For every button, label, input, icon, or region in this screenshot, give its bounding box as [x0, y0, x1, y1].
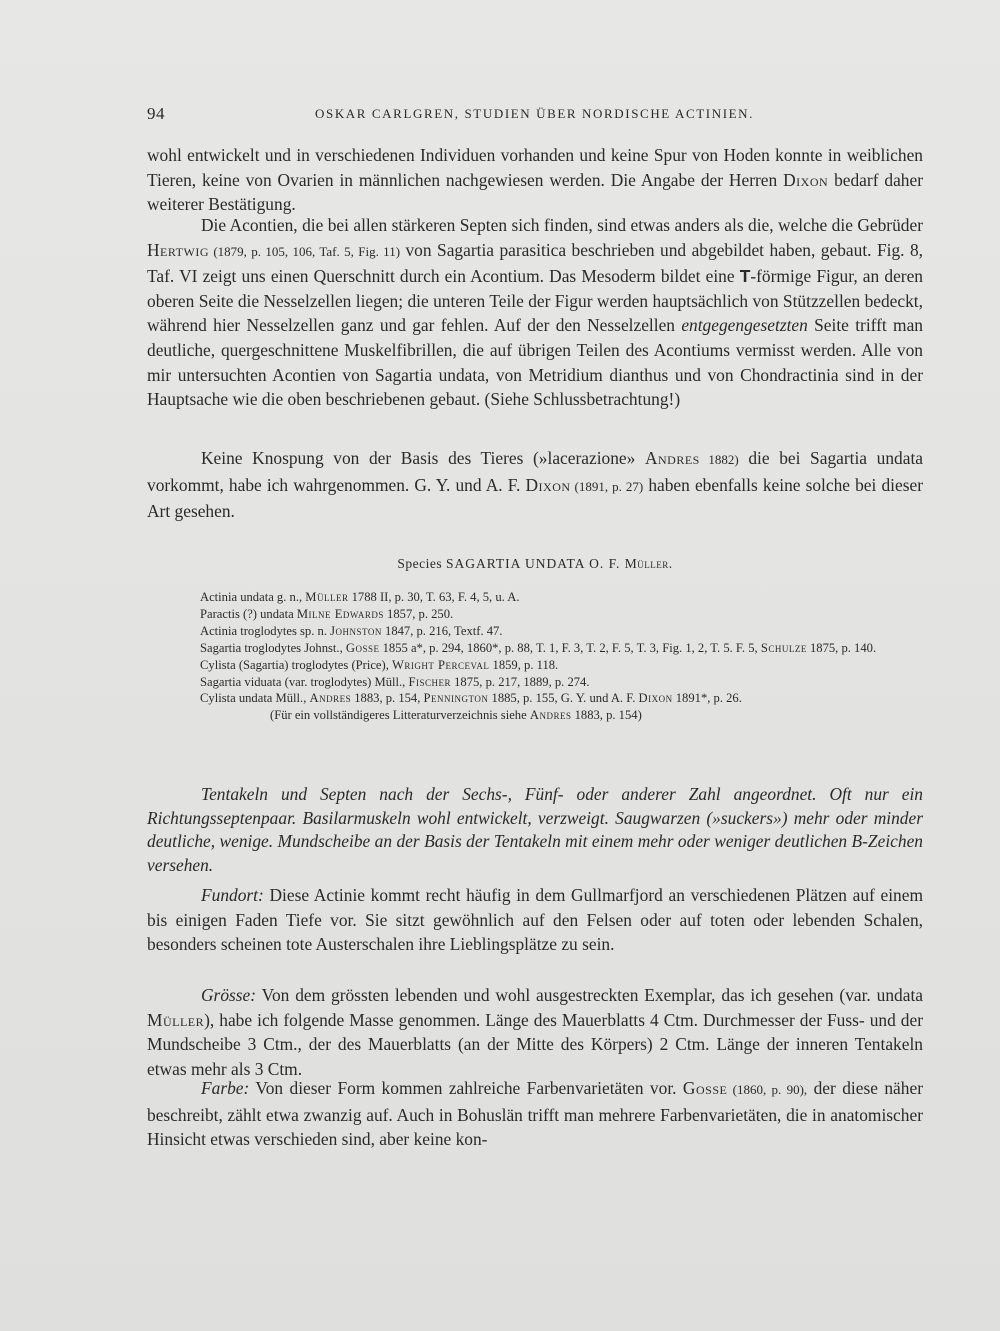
t-symbol: T: [739, 266, 751, 287]
author-name: Hertwig: [147, 239, 209, 260]
species-heading: Species SAGARTIA UNDATA O. F. Müller.: [397, 556, 673, 571]
citation: (1891, p. 27): [570, 478, 644, 494]
running-head: [147, 104, 923, 128]
emphasis: entgegengesetzten: [681, 315, 808, 336]
author-name: Dixon: [783, 169, 829, 190]
synonymy-entry: Actinia undata g. n., Müller 1788 II, p. 30, T. 63, F. 4, 5, u. A.: [200, 590, 520, 604]
synonymy-entry: Sagartia viduata (var. troglodytes) Müll., Fischer 1875, p. 217, 1889, p. 274.: [200, 674, 590, 689]
synonymy-entry: Paractis (?) undata Milne Edwards 1857, p. 250.: [200, 606, 454, 621]
synonymy-entry: Cylista (Sagartia) troglodytes (Price), Wright Perceval 1859, p. 118.: [200, 657, 559, 672]
paragraph-budding: Keine Knospung von der Basis des Tieres (»lacerazione» Andres 1882) die bei Sagartia undata vorkommt, habe ich wahrgenommen. G. Y. und A. F. Dixon (1891, p. 27) haben ebenfalls keine solche bei dieser Art gesehen.: [147, 448, 923, 522]
paragraph-gonads: wohl entwickelt und in verschiedenen Individuen vorhanden und keine Spur von Hoden konnte in weiblichen Tieren, keine von Ovarien in männlichen nachgewiesen werden. Die Angabe der Herren Dixon bedarf daher weiterer Bestätigung.: [147, 145, 924, 215]
paragraph-acontia: Die Acontien, die bei allen stärkeren Septen sich finden, sind etwas anders als die, welche die Gebrüder Hertwig (1879, p. 105, 106, Taf. 5, Fig. 11) von Sagartia parasitica beschrieben und abgebildet haben, gebaut. Fig. 8, Taf. VI zeigt uns einen Querschnitt durch ein Acontium. Das Mesoderm bildet eine T-förmige Figur, an deren oberen Seite die Nesselzellen liegen; die unteren Teile der Figur werden hauptsächlich von Stützzellen bedeckt, während hier Nesselzellen ganz und gar fehlen. Auf der den Nesselzellen entgegengesetzten Seite trifft man deutliche, quergeschnittene Muskelfibrillen, die auf übrigen Teilen des Acontiums vermisst werden. Alle von mir untersuchten Acontien von Sagartia undata, von Metridium dianthus und von Chondractinia sind in der Hauptsache wie die oben beschriebenen gebaut. (Siehe Schlussbetrachtung!): [147, 215, 924, 410]
running-title: OSKAR CARLGREN, STUDIEN ÜBER NORDISCHE ACTINIEN.: [315, 106, 755, 121]
paragraph-fundort: Fundort: Diese Actinie kommt recht häufig in dem Gullmarfjord an verschiedenen Plätzen auf einem bis einigen Faden Tiefe vor. Sie sitzt gewöhnlich auf den Felsen oder auf toten oder lebenden Schalen, besonders scheinen tote Austerschalen ihre Lieblingsplätze zu sein.: [147, 885, 923, 955]
citation: 1882): [699, 452, 739, 467]
section-label-groesse: Grösse:: [201, 985, 257, 1005]
author-name: Müller: [147, 1009, 205, 1030]
page-number: 94: [147, 104, 165, 123]
species-diagnosis: Tentakeln und Septen nach der Sechs-, Fünf- oder anderer Zahl angeordnet. Oft nur ein Richtungsseptenpaar. Basilarmuskeln wohl entwickelt, verzweigt. Saugwarzen (»suckers») mehr oder minder deutliche, wenige. Mundscheibe an der Basis der Tentakeln mit einem mehr oder weniger deutlichen B-Zeichen versehen.: [147, 784, 923, 875]
author-name: Gosse: [682, 1078, 728, 1098]
citation: (1860, p. 90),: [727, 1082, 808, 1097]
paragraph-farbe: Farbe: Von dieser Form kommen zahlreiche Farbenvarietäten vor. Gosse (1860, p. 90), der diese näher beschreibt, zählt etwa zwanzig auf. Auch in Bohuslän trifft man mehrere Farbenvarietäten, die in anatomischer Hinsicht etwas verschieden sind, aber keine kon-: [147, 1078, 923, 1150]
synonymy-entry: Actinia troglodytes sp. n. Johnston 1847, p. 216, Textf. 47.: [200, 623, 503, 638]
author-name: Andres: [644, 448, 700, 468]
synonymy-entry: Sagartia troglodytes Johnst., Gosse 1855 a*, p. 294, 1860*, p. 88, T. 1, F. 3, T. 2, F. 5, T. 3, Fig. 1, 2, T. 5. F. 5, Schulze 1875, p. 140.: [200, 640, 877, 655]
citation: (1879, p. 105, 106, Taf. 5, Fig. 11): [209, 243, 401, 259]
synonymy-list: [200, 589, 920, 724]
section-label-farbe: Farbe:: [201, 1078, 250, 1098]
paragraph-groesse: Grösse: Von dem grössten lebenden und wohl ausgestreckten Exemplar, das ich gesehen (var. undata Müller), habe ich folgende Masse genommen. Länge des Mauerblatts 4 Ctm. Durchmesser der Fuss- und der Mundscheibe 3 Ctm., der des Mauerblatts (an der Mitte des Körpers) 2 Ctm. Länge der inneren Tentakeln etwas mehr als 3 Ctm.: [147, 985, 923, 1079]
synonymy-entry: Cylista undata Müll., Andres 1883, p. 154, Pennington 1885, p. 155, G. Y. und A. F. Dixon 1891*, p. 26.: [200, 691, 742, 706]
author-name: Dixon: [525, 474, 571, 495]
section-label-fundort: Fundort:: [201, 885, 264, 905]
synonymy-note: (Für ein vollständigeres Litteraturverzeichnis siehe Andres 1883, p. 154): [270, 708, 642, 723]
